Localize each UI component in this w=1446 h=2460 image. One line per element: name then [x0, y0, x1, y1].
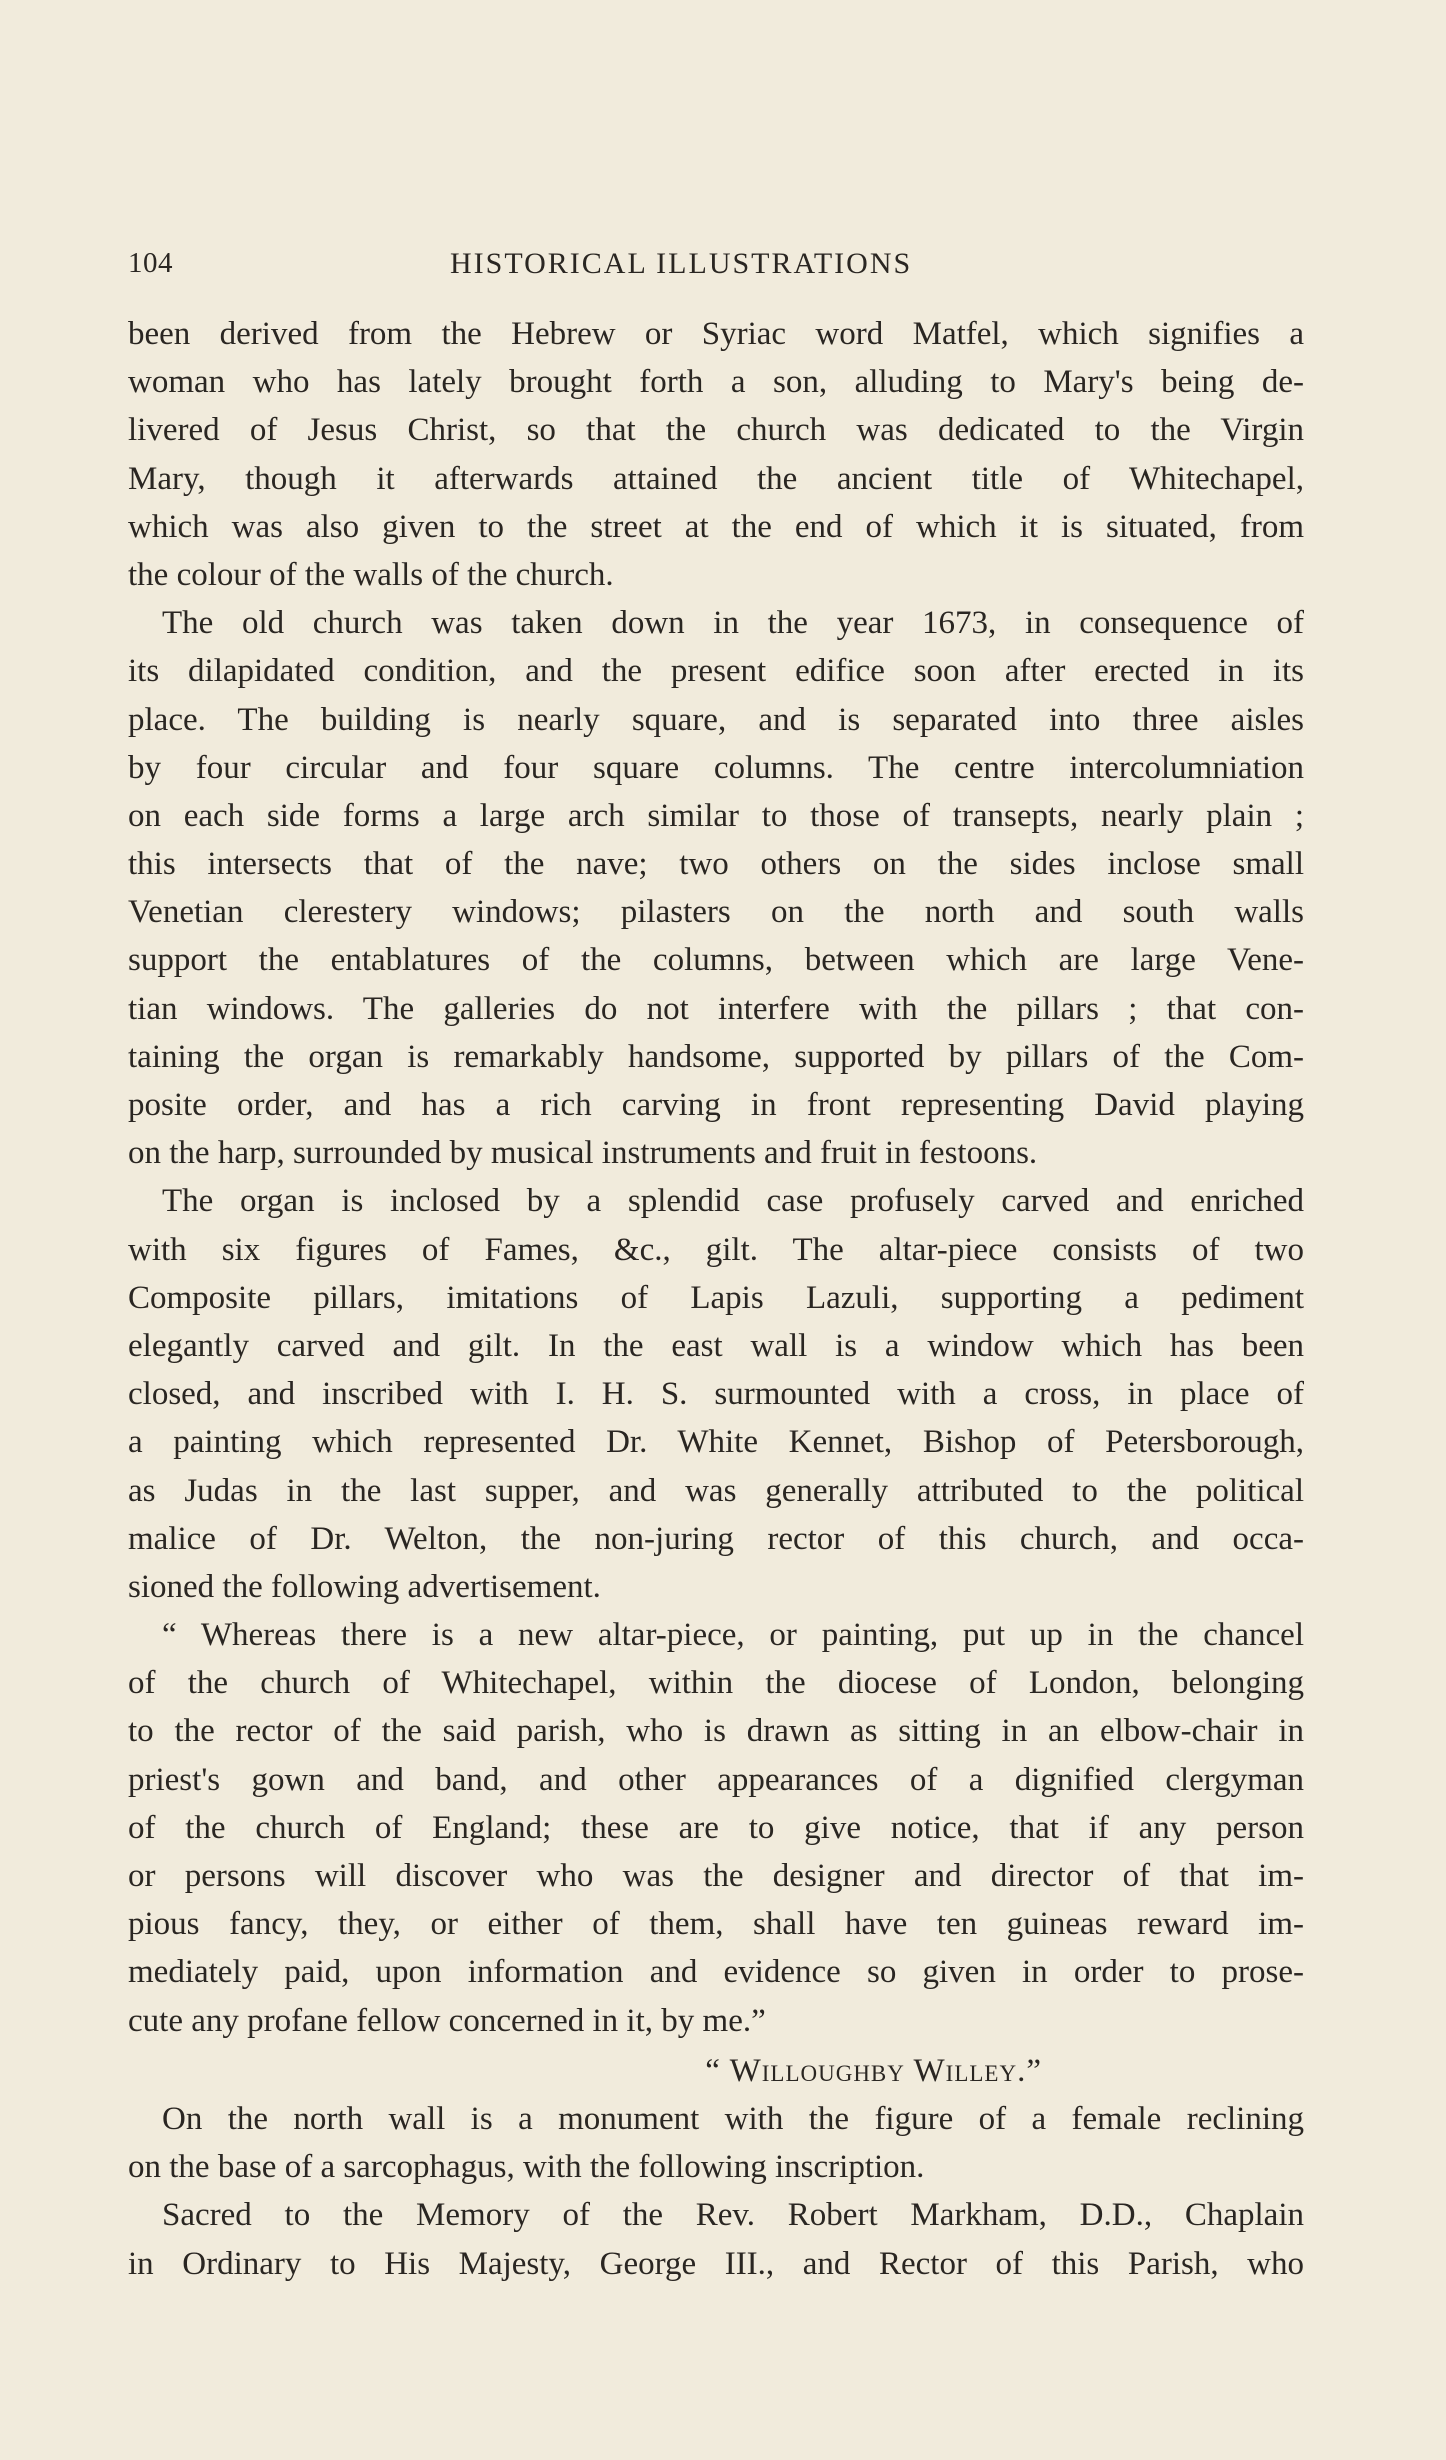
text-line: the colour of the walls of the church. [128, 556, 614, 593]
text-line: on the harp, surrounded by musical instruments and fruit in festoons. [128, 1135, 1038, 1172]
text-line: Venetian clerestery windows; pilasters on the north and south walls [128, 894, 1304, 931]
running-title: HISTORICAL ILLUSTRATIONS [450, 247, 913, 280]
page-number: 104 [128, 247, 173, 279]
text-line: cute any profane fellow concerned in it, by me.” [128, 2002, 766, 2039]
text-line: posite order, and has a rich carving in front representing David playing [128, 1087, 1304, 1123]
text-line: mediately paid, upon information and evidence so given in order to prose- [128, 1954, 1304, 1991]
text-line: taining the organ is remarkably handsome, supported by pillars of the Com- [128, 1038, 1304, 1075]
text-line: been derived from the Hebrew or Syriac word Matfel, which signifies a [128, 316, 1304, 352]
text-line: by four circular and four square columns. The centre intercolumniation [128, 749, 1304, 786]
text-line: to the rector of the said parish, who is drawn as sitting in an elbow-chair in [128, 1713, 1304, 1750]
text-line: on the base of a sarcophagus, with the following inscription. [128, 2149, 925, 2186]
text-line: priest's gown and band, and other appearances of a dignified clergyman [128, 1761, 1304, 1798]
text-line: of the church of England; these are to give notice, that if any person [128, 1809, 1304, 1846]
text-line: closed, and inscribed with I. H. S. surmounted with a cross, in place of [128, 1376, 1304, 1413]
text-line: Sacred to the Memory of the Rev. Robert Markham, D.D., Chaplain [162, 2197, 1304, 2234]
text-line: as Judas in the last supper, and was generally attributed to the political [128, 1472, 1304, 1509]
text-line: a painting which represented Dr. White Kennet, Bishop of Petersborough, [128, 1424, 1304, 1461]
signature: “ Willoughby Willey.” [705, 2052, 1042, 2089]
text-line: its dilapidated condition, and the present edifice soon after erected in its [128, 653, 1304, 690]
text-line: livered of Jesus Christ, so that the church was dedicated to the Virgin [128, 412, 1304, 449]
text-line: with six figures of Fames, &c., gilt. The altar-piece consists of two [128, 1231, 1304, 1268]
page-header [128, 247, 1304, 291]
text-line: of the church of Whitechapel, within the diocese of London, belonging [128, 1665, 1304, 1702]
body-text [128, 310, 1304, 2288]
text-line: Composite pillars, imitations of Lapis Lazuli, supporting a pediment [128, 1279, 1304, 1316]
text-line: On the north wall is a monument with the figure of a female reclining [162, 2100, 1304, 2137]
text-line: elegantly carved and gilt. In the east wall is a window which has been [128, 1327, 1304, 1364]
text-line: place. The building is nearly square, and is separated into three aisles [128, 701, 1304, 738]
text-line: support the entablatures of the columns, between which are large Vene- [128, 942, 1304, 979]
text-line: malice of Dr. Welton, the non-juring rector of this church, and occa- [128, 1520, 1304, 1557]
text-line: which was also given to the street at the end of which it is situated, from [128, 508, 1304, 545]
text-line: woman who has lately brought forth a son, alluding to Mary's being de- [128, 364, 1304, 401]
text-line: in Ordinary to His Majesty, George III., and Rector of this Parish, who [128, 2245, 1304, 2282]
text-line: The organ is inclosed by a splendid case profusely carved and enriched [162, 1183, 1304, 1220]
text-line: or persons will discover who was the designer and director of that im- [128, 1858, 1304, 1894]
text-line: The old church was taken down in the year 1673, in consequence of [162, 605, 1304, 642]
text-line: on each side forms a large arch similar to those of transepts, nearly plain ; [128, 797, 1304, 834]
text-line: pious fancy, they, or either of them, shall have ten guineas reward im- [128, 1906, 1304, 1943]
text-line: “ Whereas there is a new altar-piece, or painting, put up in the chancel [162, 1617, 1304, 1654]
text-line: tian windows. The galleries do not interfere with the pillars ; that con- [128, 990, 1304, 1027]
text-line: Mary, though it afterwards attained the ancient title of Whitechapel, [128, 460, 1304, 497]
text-line: sioned the following advertisement. [128, 1568, 601, 1605]
text-line: this intersects that of the nave; two others on the sides inclose small [128, 846, 1304, 883]
